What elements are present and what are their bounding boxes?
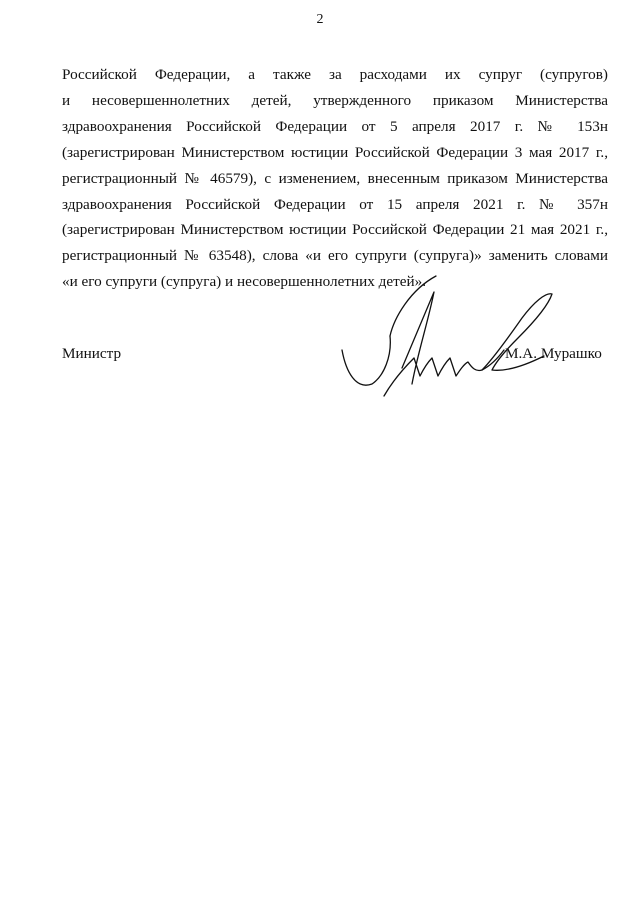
body-text — [62, 62, 608, 295]
body-line: здравоохранения Российской Федерации от 5 апреля 2017 г. № 153н — [62, 117, 608, 135]
body-line: «и его супруги (супруга) и несовершеннолетних детей». — [62, 273, 427, 291]
body-line: здравоохранения Российской Федерации от 15 апреля 2021 г. № 357н — [62, 195, 608, 213]
body-line: (зарегистрирован Министерством юстиции Российской Федерации 3 мая 2017 г., — [62, 143, 608, 161]
body-line: Российской Федерации, а также за расходами их супруг (супругов) — [62, 66, 608, 83]
body-line: (зарегистрирован Министерством юстиции Российской Федерации 21 мая 2021 г., — [62, 221, 608, 239]
handwritten-signature — [332, 272, 562, 402]
minister-label: Министр — [62, 345, 122, 362]
body-line: и несовершеннолетних детей, утвержденного приказом Министерства — [62, 91, 608, 109]
body-line: регистрационный № 63548), слова «и его супруги (супруга)» заменить словами — [62, 247, 608, 265]
page-number: 2 — [316, 12, 324, 27]
body-line: регистрационный № 46579), с изменением, внесенным приказом Министерства — [62, 169, 608, 187]
minister-name: М.А. Мурашко — [505, 345, 602, 362]
